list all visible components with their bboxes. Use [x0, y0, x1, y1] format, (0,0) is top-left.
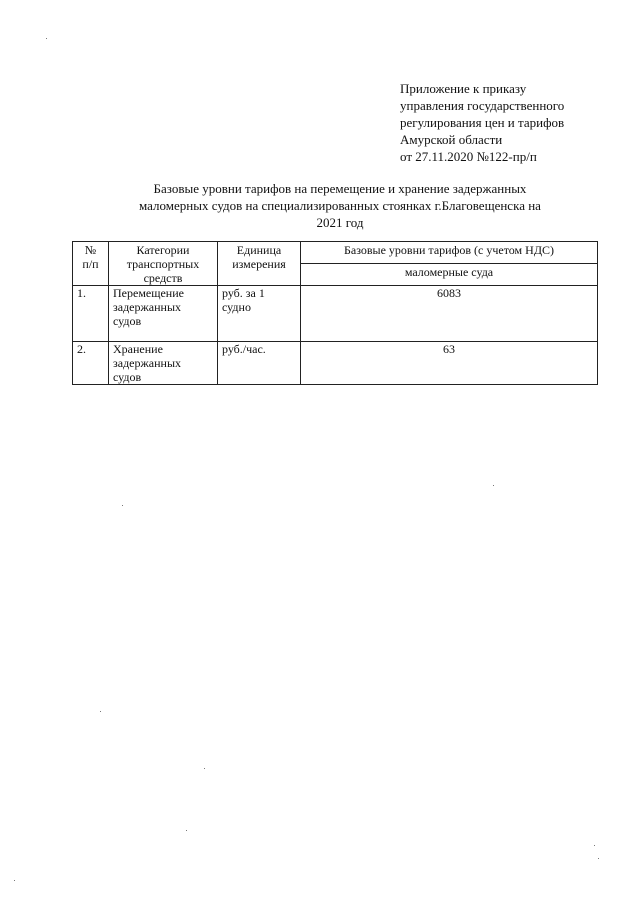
row-unit: руб. за 1 судно: [218, 286, 301, 342]
table-row: [73, 342, 598, 385]
appendix-line: регулирования цен и тарифов: [400, 115, 565, 130]
appendix-block: [400, 80, 564, 165]
scan-speck: [100, 711, 101, 712]
row-number: 2.: [73, 342, 109, 385]
row-value: 63: [301, 342, 598, 385]
title-line: 2021 год: [316, 215, 364, 230]
scan-speck: [122, 505, 123, 506]
row-unit: руб./час.: [218, 342, 301, 385]
scan-speck: [186, 830, 187, 831]
row-category: Перемещение задержанных судов: [109, 286, 218, 342]
row-category: Хранение задержанных судов: [109, 342, 218, 385]
appendix-line: Приложение к приказу: [400, 81, 527, 96]
scan-speck: [204, 768, 205, 769]
table-header-row: [73, 242, 598, 264]
scan-speck: [14, 880, 15, 881]
scan-speck: [598, 858, 599, 859]
header-vessels: маломерные суда: [301, 264, 598, 286]
document-title: [90, 180, 590, 231]
row-value: 6083: [301, 286, 598, 342]
tariff-table: [72, 241, 598, 385]
appendix-line: от 27.11.2020 №122-пр/п: [400, 149, 537, 164]
row-number: 1.: [73, 286, 109, 342]
scan-speck: [594, 845, 595, 846]
appendix-line: управления государственного: [400, 98, 565, 113]
title-line: Базовые уровни тарифов на перемещение и хранение задержанных: [153, 181, 527, 196]
title-line: маломерных судов на специализированных стоянках г.Благовещенска на: [139, 198, 541, 213]
appendix-line: Амурской области: [400, 132, 503, 147]
header-category: Категории транспортных средств: [109, 242, 218, 286]
scan-speck: [493, 485, 494, 486]
scan-speck: [46, 38, 47, 39]
header-base-levels: Базовые уровни тарифов (с учетом НДС): [301, 242, 598, 264]
header-unit: Единица измерения: [218, 242, 301, 286]
table-row: [73, 286, 598, 342]
header-number: № п/п: [73, 242, 109, 286]
